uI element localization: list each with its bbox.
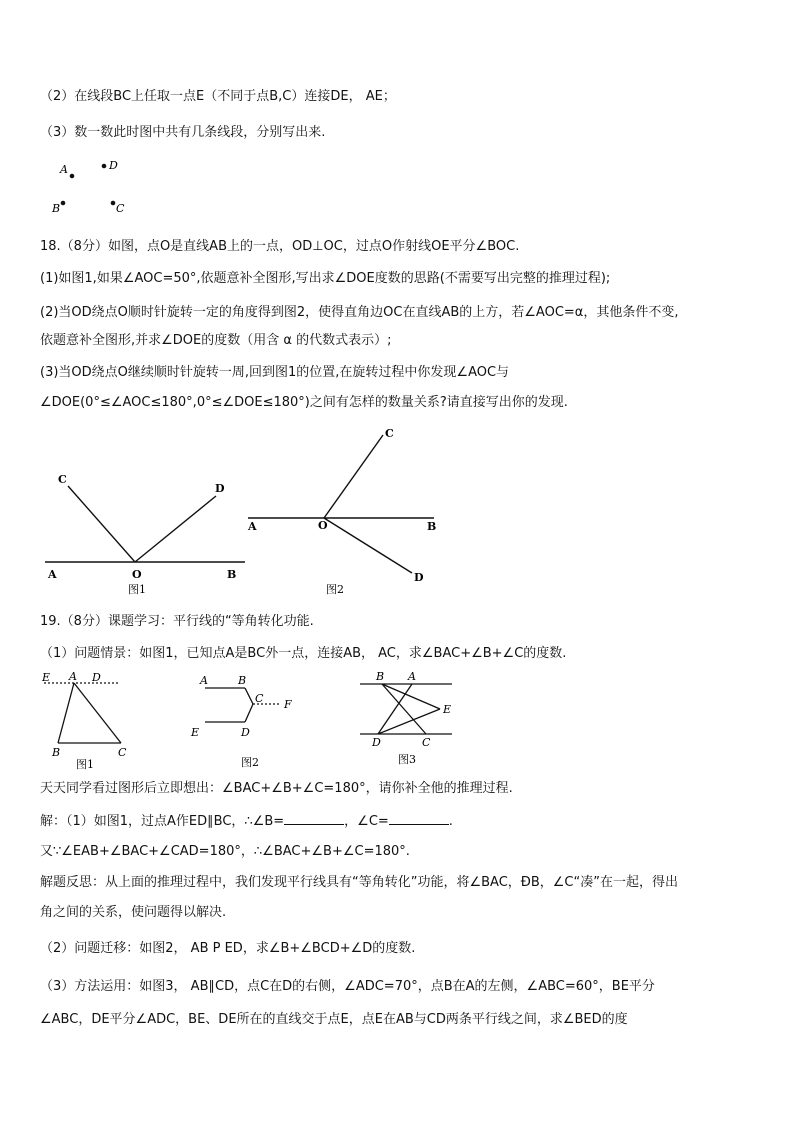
- q18-part2a: (2)当OD绕点O顺时针旋转一定的角度得到图2，使得直角边OC在直线AB的上方，若∠AOC=α，其他条件不变,: [40, 305, 679, 320]
- segment-de: [378, 709, 440, 734]
- label-b: B: [52, 746, 61, 759]
- q19-part1: （1）问题情景：如图1，已知点A是BC外一点，连接AB， AC，求∠BAC+∠B+∠C的度数.: [40, 646, 567, 661]
- q19-figure-1: [36, 668, 136, 774]
- q17-points-figure: [40, 152, 150, 218]
- label-b: B: [238, 674, 247, 687]
- figure-caption: 图3: [398, 753, 416, 766]
- label-d: D: [215, 482, 225, 495]
- label-c: C: [385, 427, 394, 440]
- label-a: A: [248, 520, 257, 533]
- q19-part2: 天天同学看过图形后立即想出：∠BAC+∠B+∠C=180°，请你补全他的推理过程.: [40, 781, 513, 796]
- q17-part3: （3）数一数此时图中共有几条线段，分别写出来.: [40, 125, 326, 140]
- point-b: [61, 201, 66, 206]
- q19-title: 19.（8分）课题学习：平行线的“等角转化功能.: [40, 614, 314, 629]
- ray-oc: [68, 486, 135, 562]
- solution-text-c: .: [448, 814, 453, 829]
- q19-part3: 又∵∠EAB+∠BAC+∠CAD=180°，∴∠BAC+∠B+∠C=180°.: [40, 844, 410, 859]
- solution-text-a: 解：（1）如图1，过点A作ED∥BC，∴∠B=: [40, 814, 285, 829]
- ray-oc: [324, 435, 383, 518]
- label-o: O: [132, 568, 142, 581]
- q19-figure-3: [356, 668, 466, 774]
- ray-od: [324, 518, 412, 573]
- point-a-label: A: [60, 163, 68, 176]
- label-c: C: [255, 692, 264, 705]
- segment-ab: [58, 683, 74, 743]
- figure-caption: 图1: [76, 758, 94, 771]
- q19-solution: [40, 812, 453, 831]
- q18-part1: (1)如图1,如果∠AOC=50°,依题意补全图形,写出求∠DOE度数的思路(不需要写出完整的推理过程);: [40, 271, 611, 286]
- q19-reflection-a: 解题反思：从上面的推理过程中，我们发现平行线具有“等角转化”功能，将∠BAC，ÐB，∠C“凑”在一起，得出: [40, 875, 678, 890]
- segment-bc: [245, 688, 253, 704]
- q19-application-a: （3）方法运用：如图3， AB∥CD，点C在D的右侧，∠ADC=70°，点B在A的左侧，∠ABC=60°，BE平分: [40, 979, 655, 994]
- label-d: D: [241, 726, 250, 739]
- segment-cd: [245, 704, 253, 722]
- label-o: O: [318, 519, 328, 532]
- q19-migration: （2）问题迁移：如图2， AB P ED，求∠B+∠BCD+∠D的度数.: [40, 941, 416, 956]
- segment-ac: [74, 683, 121, 743]
- label-e: E: [191, 726, 200, 739]
- label-d: D: [414, 571, 424, 584]
- q18-title: 18.（8分）如图，点O是直线AB上的一点，OD⊥OC，过点O作射线OE平分∠BOC.: [40, 239, 520, 254]
- point-d-label: D: [109, 159, 118, 172]
- label-d: D: [372, 736, 381, 749]
- ray-od: [135, 496, 216, 562]
- q18-figure-2: [244, 425, 444, 597]
- label-a: A: [200, 674, 208, 687]
- figure-caption: 图1: [128, 583, 146, 596]
- solution-text-b: ，∠C=: [344, 814, 389, 829]
- q19-application-b: ∠ABC，DE平分∠ADC，BE、DE所在的直线交于点E，点E在AB与CD两条平行线之间，求∠BED的度: [40, 1012, 628, 1027]
- figure-caption: 图2: [326, 583, 344, 596]
- label-b: B: [376, 670, 385, 683]
- label-a: A: [69, 670, 77, 683]
- point-d: [102, 164, 107, 169]
- point-a: [70, 174, 75, 179]
- answer-blank-1[interactable]: [284, 812, 344, 825]
- q19-figure-2: [185, 668, 305, 774]
- segment-be: [382, 684, 440, 709]
- label-a: A: [48, 568, 57, 581]
- q18-part3a: (3)当OD绕点O继续顺时针旋转一周,回到图1的位置,在旋转过程中你发现∠AOC与: [40, 365, 510, 380]
- label-c: C: [58, 473, 67, 486]
- q18-figure-1: [40, 468, 255, 598]
- q18-part2b: 依题意补全图形,并求∠DOE的度数（用含 α 的代数式表示）;: [40, 333, 392, 348]
- label-e: E: [42, 671, 51, 684]
- label-c: C: [118, 746, 127, 759]
- label-d: D: [92, 671, 101, 684]
- segment-bc: [382, 684, 426, 734]
- point-b-label: B: [52, 202, 61, 215]
- label-b: B: [227, 568, 237, 581]
- label-e: E: [443, 703, 452, 716]
- q18-part3b: ∠DOE(0°≤∠AOC≤180°,0°≤∠DOE≤180°)之间有怎样的数量关系?请直接写出你的发现.: [40, 395, 568, 410]
- point-c: [111, 201, 116, 206]
- q17-part2: （2）在线段BC上任取一点E（不同于点B,C）连接DE， AE；: [40, 89, 396, 104]
- figure-caption: 图2: [241, 756, 259, 769]
- label-c: C: [422, 736, 431, 749]
- label-f: F: [284, 698, 292, 711]
- answer-blank-2[interactable]: [389, 812, 449, 825]
- label-a: A: [408, 670, 416, 683]
- q19-reflection-b: 角之间的关系，使问题得以解决.: [40, 905, 227, 920]
- point-c-label: C: [116, 202, 125, 215]
- label-b: B: [427, 520, 437, 533]
